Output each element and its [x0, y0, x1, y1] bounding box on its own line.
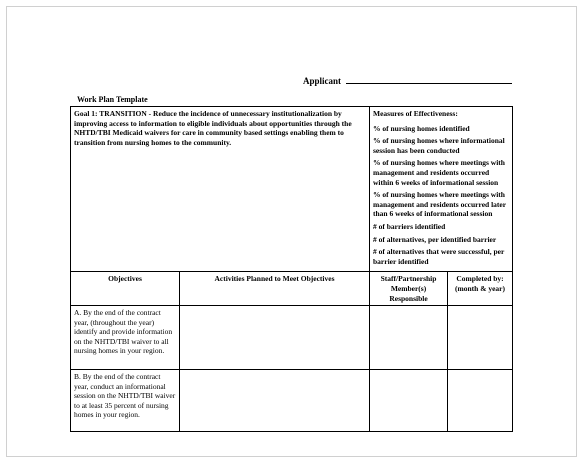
applicant-label: Applicant	[303, 76, 342, 86]
column-header-completed: Completed by: (month & year)	[448, 272, 513, 306]
table-row	[71, 370, 513, 432]
staff-cell[interactable]	[370, 370, 448, 432]
goal-text: - Reduce the incidence of unnecessary institutionalization by improving access to information to eligible individuals about opportunities through the NHTD/TBI Medicaid waivers for care in community based settings enabling them to transition from nursing homes to the community.	[74, 109, 352, 147]
applicant-field	[303, 76, 512, 86]
column-header-staff: Staff/Partnership Member(s) Responsible	[370, 272, 448, 306]
measure-item: % of nursing homes where meetings with management and residents occurred within 6 weeks of informational session	[373, 158, 505, 187]
goal-row	[71, 107, 513, 272]
measures-title: Measures of Effectiveness:	[373, 109, 458, 118]
goal-cell	[71, 107, 370, 272]
completed-cell[interactable]	[448, 370, 513, 432]
staff-cell[interactable]	[370, 306, 448, 370]
work-plan-table	[70, 106, 513, 432]
measure-item: # of alternatives, per identified barrier	[373, 234, 497, 244]
activities-cell[interactable]	[180, 306, 370, 370]
measure-item: # of barriers identified	[373, 221, 446, 231]
column-header-objectives: Objectives	[71, 272, 180, 306]
objective-cell: A. By the end of the contract year, (throughout the year) identify and provide information on the NHTD/TBI waiver to all nursing homes in your region.	[71, 306, 180, 370]
measure-item: % of nursing homes identified	[373, 123, 470, 133]
activities-cell[interactable]	[180, 370, 370, 432]
objective-cell: B. By the end of the contract year, conduct an informational session on the NHTD/TBI waiver to at least 35 percent of nursing homes in your region.	[71, 370, 180, 432]
column-header-row	[71, 272, 513, 306]
applicant-blank-line[interactable]	[346, 76, 512, 84]
document-title: Work Plan Template	[77, 95, 148, 104]
column-header-activities: Activities Planned to Meet Objectives	[180, 272, 370, 306]
goal-label: Goal 1: TRANSITION	[74, 109, 147, 118]
completed-cell[interactable]	[448, 306, 513, 370]
measure-item: % of nursing homes where informational session has been conducted	[373, 136, 505, 155]
measure-item: % of nursing homes where meetings with management and residents occurred later than 6 weeks of informational session	[373, 190, 506, 219]
measures-cell	[370, 107, 513, 272]
measure-item: # of alternatives that were successful, per barrier identified	[373, 247, 505, 266]
table-row	[71, 306, 513, 370]
